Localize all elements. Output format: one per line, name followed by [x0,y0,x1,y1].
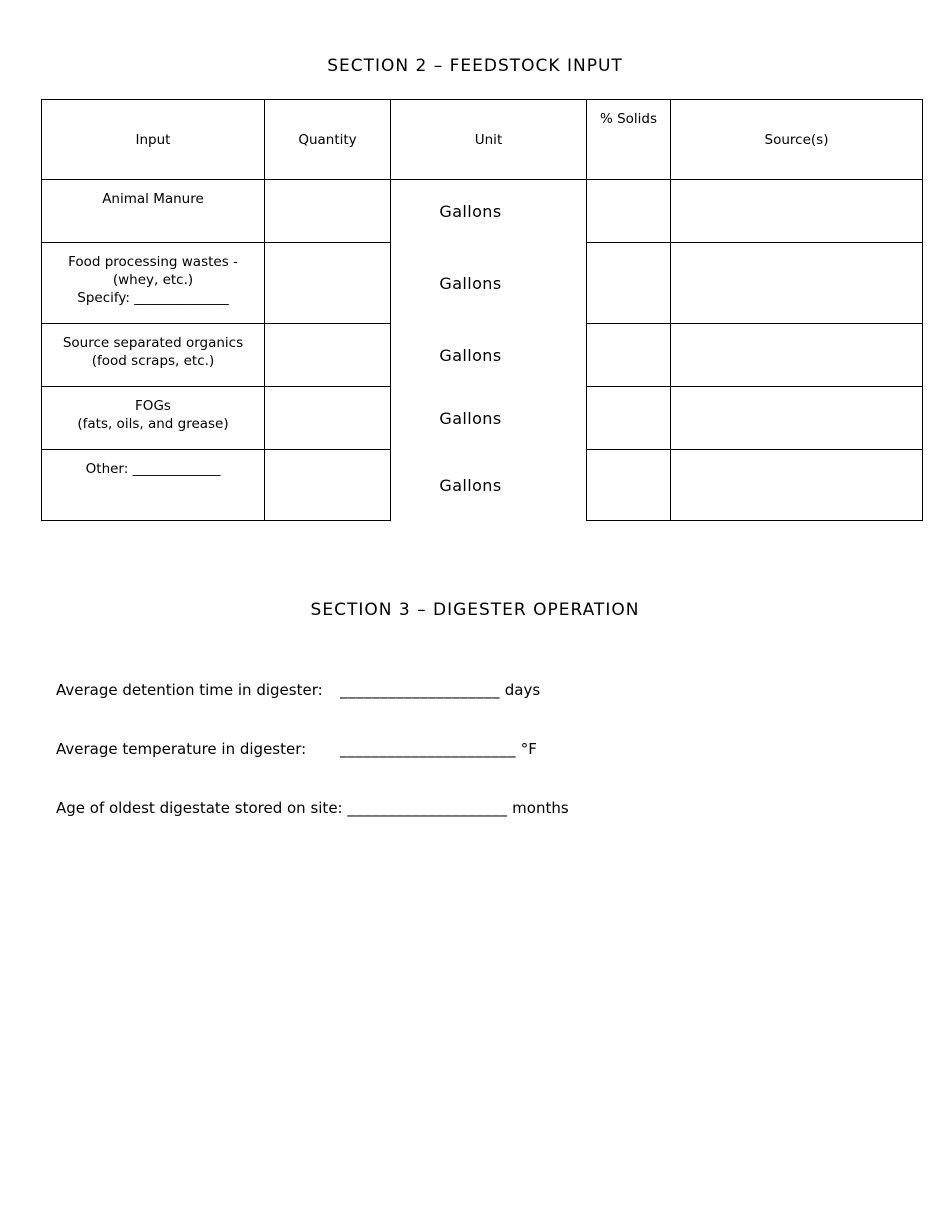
sources-field[interactable] [671,243,923,324]
quantity-field[interactable] [265,180,391,243]
table-header-row [42,100,923,180]
unit-value: Gallons [439,475,502,495]
header-sources: Source(s) [671,100,923,180]
header-percent-solids: % Solids [587,100,671,180]
temperature-field [56,740,537,758]
temperature-label: Average temperature in digester: [56,740,307,758]
sources-field[interactable] [671,387,923,450]
input-label [42,180,265,243]
sources-field[interactable] [671,324,923,387]
digestate-age-field [56,799,569,817]
unit-value: Gallons [439,273,502,293]
unit-value: Gallons [439,345,502,365]
quantity-field[interactable] [265,324,391,387]
table-row [42,324,923,387]
input-line: (fats, oils, and grease) [77,416,229,432]
sources-field[interactable] [671,180,923,243]
header-input: Input [42,100,265,180]
detention-time-field [56,681,540,699]
unit-cell [391,387,587,450]
input-label [42,324,265,387]
other-line[interactable]: Other: _____________ [85,461,221,477]
percent-solids-field[interactable] [587,180,671,243]
detention-time-unit: days [504,681,541,699]
percent-solids-field[interactable] [587,324,671,387]
table-row [42,387,923,450]
unit-value: Gallons [439,201,502,221]
percent-solids-field[interactable] [587,243,671,324]
table-row [42,450,923,521]
detention-time-blank[interactable]: ____________________ [340,681,500,699]
input-line: FOGs [135,398,171,414]
input-line: Animal Manure [102,191,204,207]
unit-cell [391,180,587,243]
input-label [42,387,265,450]
section-3-title: SECTION 3 – DIGESTER OPERATION [310,600,640,620]
input-line: (whey, etc.) [112,272,194,288]
percent-solids-field[interactable] [587,450,671,521]
digestate-age-unit: months [512,799,569,817]
table-row [42,180,923,243]
input-line: Food processing wastes - [68,254,238,270]
digestate-age-label: Age of oldest digestate stored on site: [56,799,343,817]
percent-solids-field[interactable] [587,387,671,450]
header-quantity: Quantity [265,100,391,180]
unit-cell [391,450,587,521]
section-2-title: SECTION 2 – FEEDSTOCK INPUT [327,56,623,76]
temperature-blank[interactable]: ______________________ [340,740,516,758]
input-label [42,243,265,324]
input-label [42,450,265,521]
specify-line[interactable]: Specify: ______________ [77,290,229,306]
quantity-field[interactable] [265,243,391,324]
detention-time-label: Average detention time in digester: [56,681,323,699]
input-line: (food scraps, etc.) [91,353,215,369]
sources-field[interactable] [671,450,923,521]
digestate-age-blank[interactable]: ____________________ [347,799,508,817]
feedstock-input-table [41,99,923,521]
input-line: Source separated organics [62,335,244,351]
unit-value: Gallons [439,408,502,428]
quantity-field[interactable] [265,450,391,521]
temperature-unit: °F [520,740,537,758]
unit-cell [391,324,587,387]
header-unit: Unit [391,100,587,180]
table-row [42,243,923,324]
unit-cell [391,243,587,324]
quantity-field[interactable] [265,387,391,450]
